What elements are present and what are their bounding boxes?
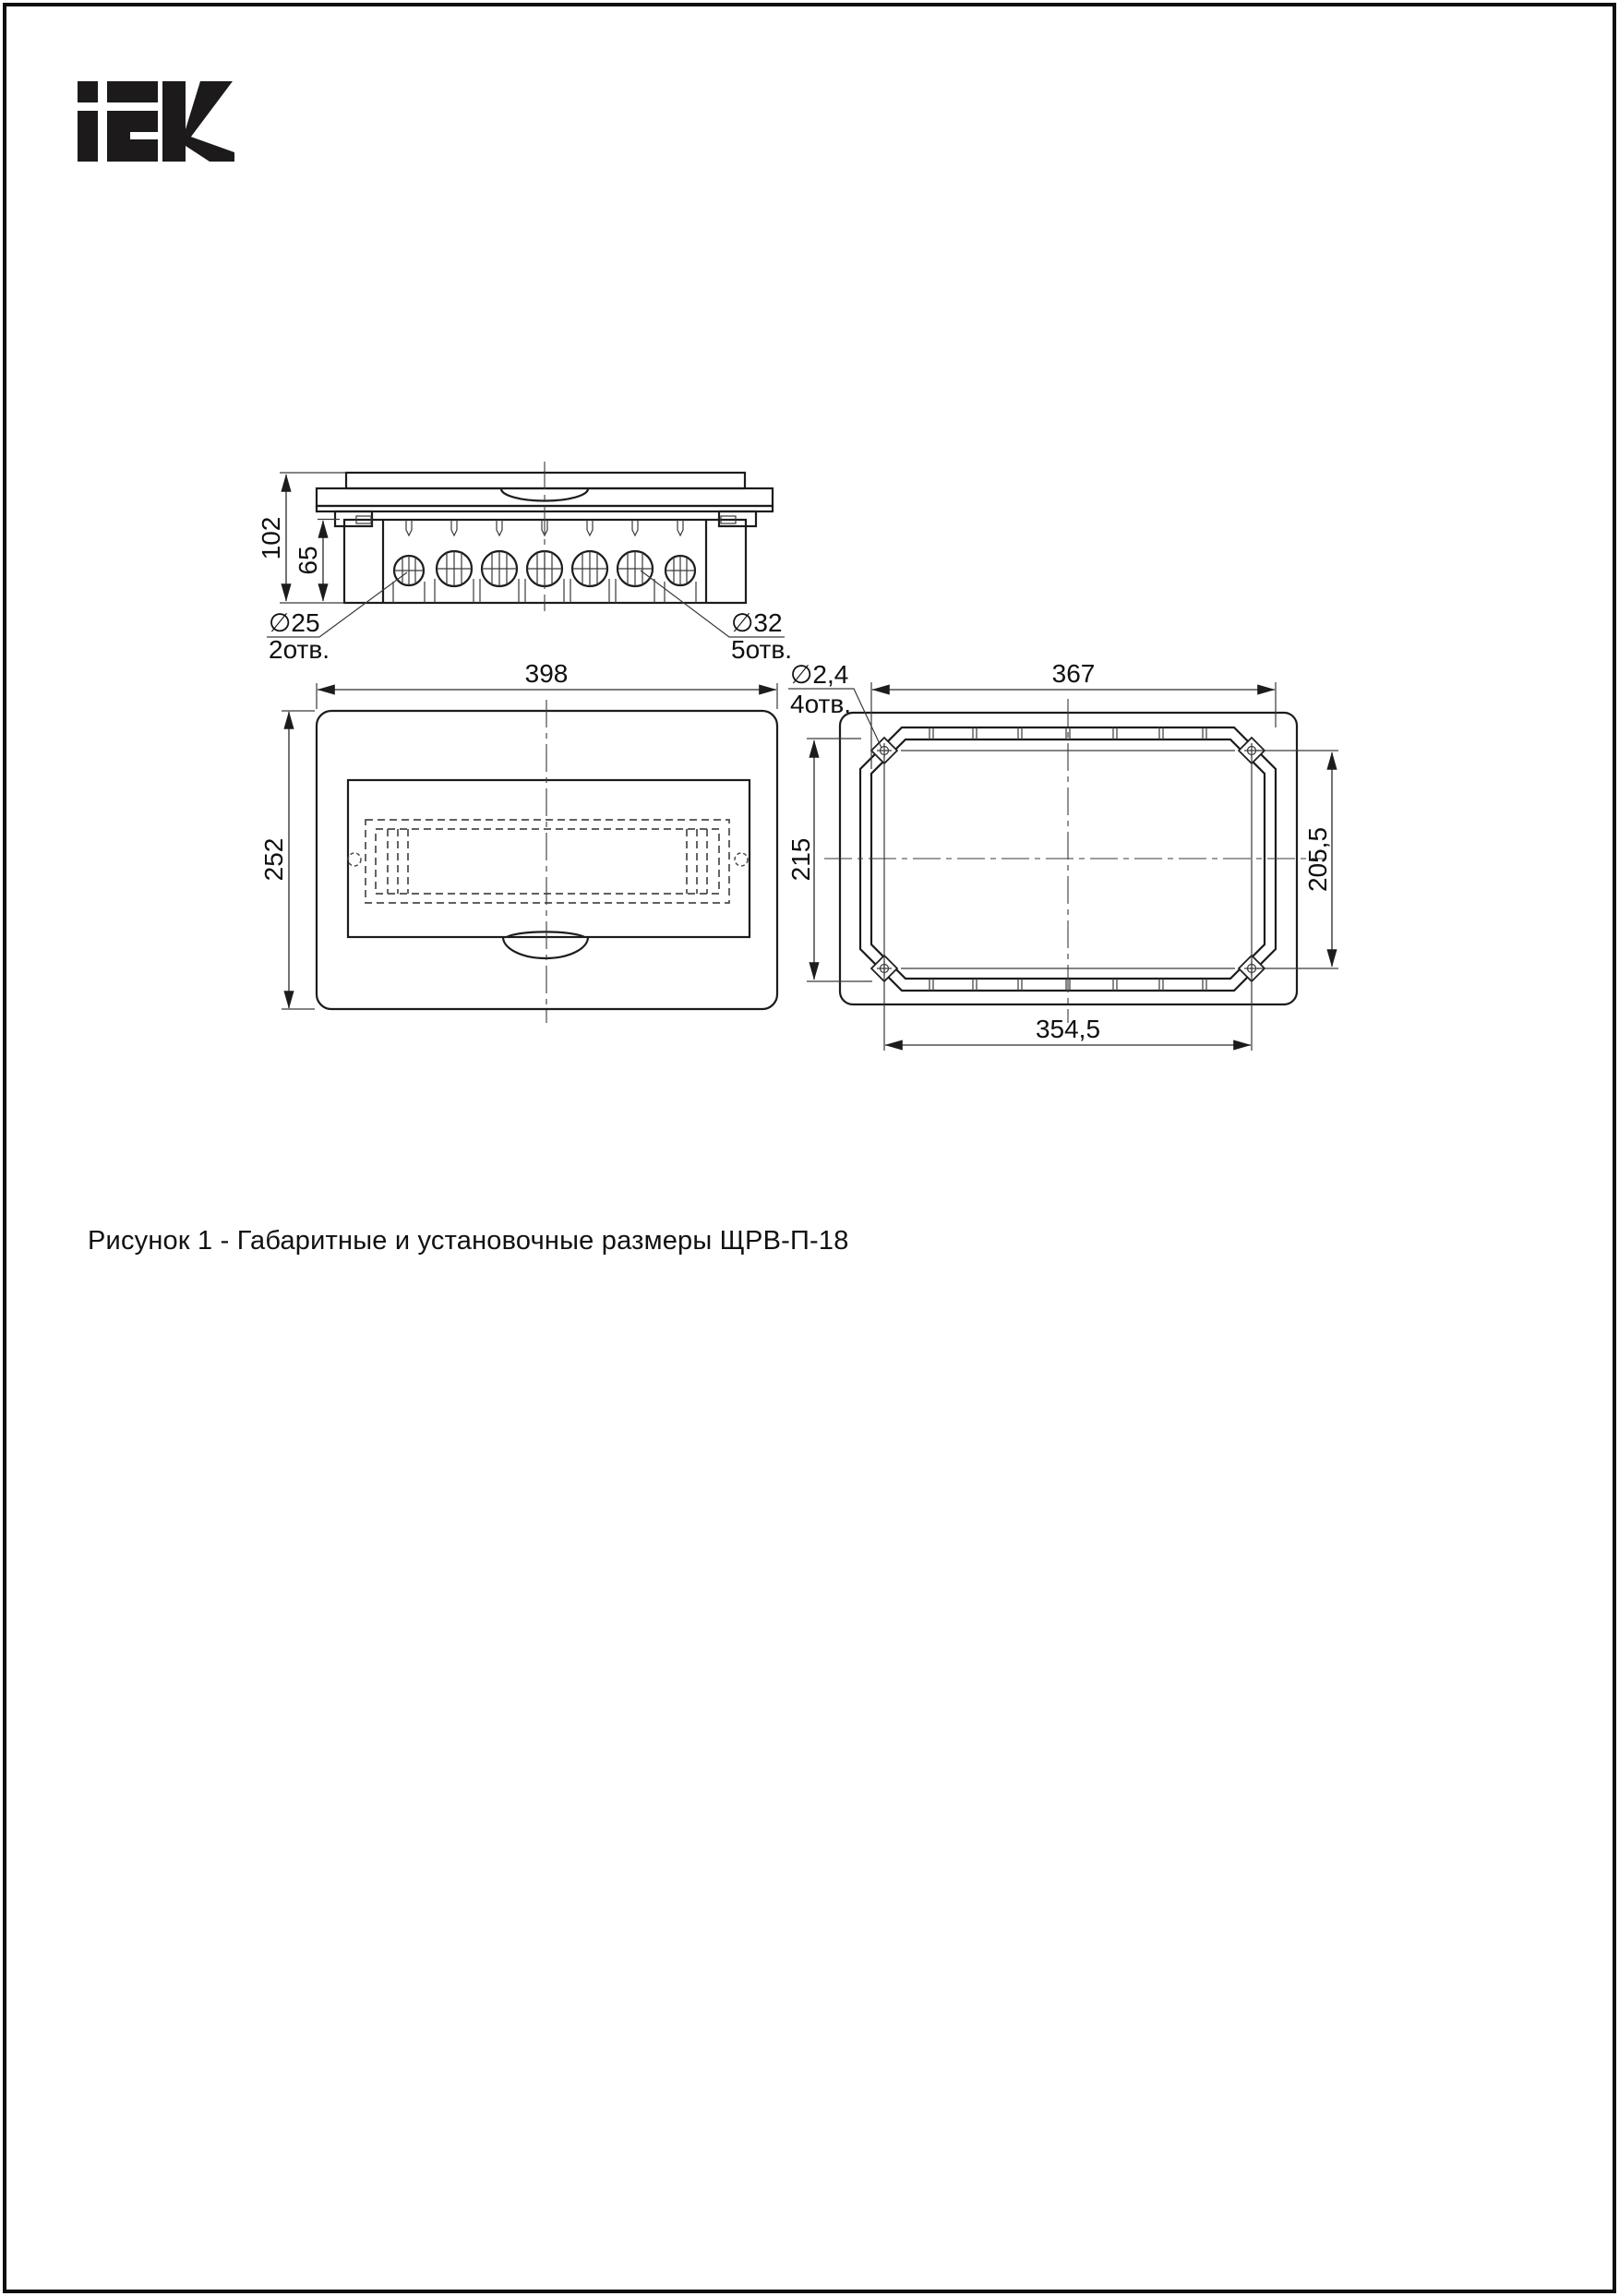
mount-hole-diameter: ∅2,4 xyxy=(790,660,849,689)
rear-dimensions xyxy=(786,659,1338,1051)
label-mounting-holes xyxy=(788,660,881,748)
dim-front-height: 252 xyxy=(259,837,288,882)
side-view xyxy=(257,462,792,664)
front-screw-left xyxy=(348,853,361,866)
dim-side-overall-height: 102 xyxy=(257,516,285,560)
side-dimensions xyxy=(257,473,792,664)
dim-rear-mount-width: 354,5 xyxy=(1035,1015,1101,1043)
figure-caption: Рисунок 1 - Габаритные и установочные размеры ЩРВ-П-18 xyxy=(88,1226,849,1256)
front-handle xyxy=(503,932,588,958)
front-view xyxy=(259,659,777,1023)
mount-hole-count: 4отв. xyxy=(790,690,852,718)
dim-side-base-height: 65 xyxy=(294,546,322,575)
small-hole-diameter: ∅25 xyxy=(269,608,320,637)
side-base-body xyxy=(335,511,756,603)
front-screw-right xyxy=(735,853,748,866)
large-hole-diameter: ∅32 xyxy=(731,608,783,637)
rear-view xyxy=(786,659,1338,1051)
dim-rear-height: 215 xyxy=(786,837,815,882)
large-hole-count: 5отв. xyxy=(731,635,793,664)
dim-rear-mount-height: 205,5 xyxy=(1303,826,1332,893)
front-din-modules-hidden xyxy=(348,820,748,903)
label-large-holes xyxy=(641,571,792,664)
label-small-holes xyxy=(267,572,407,664)
small-hole-count: 2отв. xyxy=(269,635,330,664)
dim-front-width: 398 xyxy=(524,659,569,688)
dim-rear-width: 367 xyxy=(1051,659,1096,688)
